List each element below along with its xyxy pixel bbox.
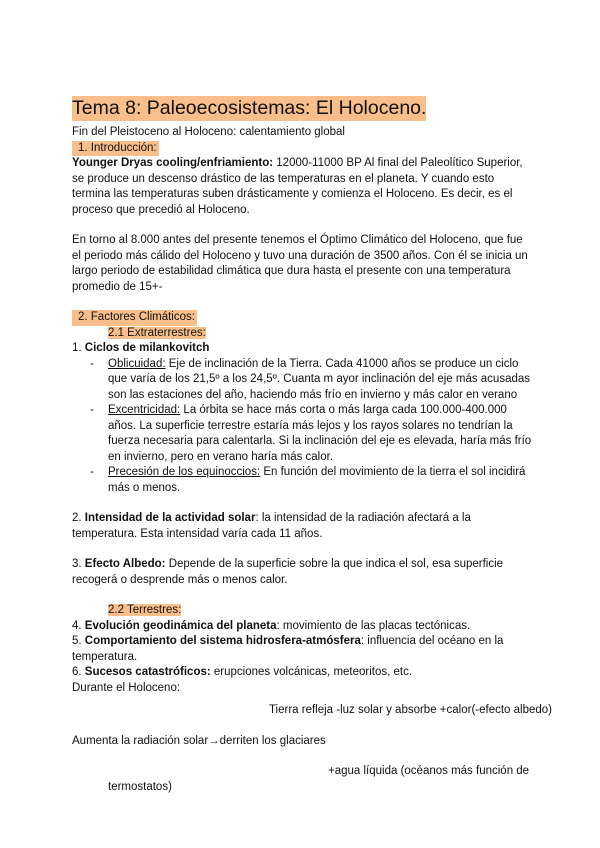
list-item-text: Eje de inclinación de la Tierra. Cada 41000 años se produce un ciclo que varía de los 21,5º a los 24,5º. Cuanta m ayor inclinación del eje más acusadas son las estaciones del año, haciendo más frío en invierno y más calor en verano bbox=[108, 357, 531, 401]
paragraph-younger-dryas bbox=[72, 156, 532, 218]
item-title: Sucesos catastróficos: bbox=[84, 666, 211, 678]
item-title: Evolución geodinámica del planeta bbox=[84, 619, 277, 632]
item-text: erupciones volcánicas, meteoritos, etc. bbox=[210, 666, 413, 678]
note-agua-liquida: +agua líquida (océanos más función de bbox=[328, 765, 530, 777]
document-page bbox=[72, 96, 552, 795]
list-item bbox=[108, 403, 532, 465]
item-actividad-solar bbox=[72, 511, 532, 542]
item-text: : influencia del océano en la temperatura. bbox=[72, 635, 504, 663]
term-precesion: Precesión de los equinoccios: bbox=[108, 466, 261, 478]
milankovitch-list bbox=[72, 357, 532, 497]
section-heading-introduccion: 1. Introducción: bbox=[72, 141, 159, 157]
page-title: Tema 8: Paleoecosistemas: El Holoceno. bbox=[72, 97, 427, 119]
subsection-extraterrestres: 2.1 Extraterrestres: bbox=[108, 326, 206, 339]
note-albedo: Tierra refleja -luz solar y absorbe +calor(-efecto albedo) bbox=[268, 704, 552, 716]
item-title: Ciclos de milankovitch bbox=[84, 342, 210, 354]
item-geodinamica bbox=[72, 619, 532, 635]
item-milankovitch bbox=[72, 341, 532, 357]
item-number: 2. bbox=[72, 512, 85, 524]
list-item-text: La órbita se hace más corta o más larga cada 100.000-400.000 años. La superficie terrestre estaría más lejos y los rayos solares no tendrían la fuerza necesaria para calentarla. Si la inclinación del eje es elevada, haría más frío en invierno, pero en verano haría más calor. bbox=[108, 404, 532, 463]
note-radiacion: Aumenta la radiación solar→derriten los glaciares bbox=[72, 734, 326, 747]
item-number: 6. bbox=[72, 666, 85, 678]
item-text: : movimiento de las placas tectónicas. bbox=[276, 619, 471, 632]
list-item bbox=[108, 357, 532, 404]
term-excentricidad: Excentricidad: bbox=[108, 404, 181, 416]
list-item-text: En función del movimiento de la tierra el sol incidirá más o menos. bbox=[108, 466, 526, 494]
item-number: 4. bbox=[72, 619, 85, 632]
term-younger-dryas: Younger Dryas cooling/enfriamiento: bbox=[72, 157, 274, 169]
item-number: 3. bbox=[72, 558, 85, 570]
item-number: 1. bbox=[72, 342, 85, 354]
list-item bbox=[108, 465, 532, 496]
item-title: Comportamiento del sistema hidrosfera-atmósfera bbox=[84, 635, 361, 647]
during-holoceno: Durante el Holoceno: bbox=[72, 681, 181, 694]
item-title: Efecto Albedo: bbox=[84, 558, 166, 570]
item-hidrosfera bbox=[72, 634, 532, 665]
item-number: 5. bbox=[72, 635, 85, 647]
note-termostatos: termostatos) bbox=[108, 780, 172, 793]
text-younger-dryas: 12000-11000 BP Al final del Paleolítico Superior, se produce un descenso drástico de las temperaturas en el planeta. Y cuando esto termina las temperaturas suben drásticamente y comienza el Holoceno. Es decir, es el proceso que precedió al Holoceno. bbox=[72, 157, 523, 216]
item-text: Depende de la superficie sobre la que indica el sol, esa superficie recogerá o desprende más o menos calor. bbox=[72, 558, 504, 586]
paragraph-optimo-climatico: En torno al 8.000 antes del presente tenemos el Óptimo Climático del Holoceno, que fue el periodo más cálido del Holoceno y tuvo una duración de 3500 años. Con él se inicia un largo periodo de estabilidad climática que dura hasta el presente con una temperatura promedio de 15+- bbox=[72, 234, 528, 293]
item-title: Intensidad de la actividad solar bbox=[84, 512, 256, 524]
subsection-terrestres: 2.2 Terrestres: bbox=[108, 604, 182, 616]
item-catastroficos bbox=[72, 665, 532, 681]
subtitle: Fin del Pleistoceno al Holoceno: calentamiento global bbox=[72, 126, 345, 138]
section-heading-factores: 2. Factores Climáticos: bbox=[72, 310, 197, 326]
item-text: : la intensidad de la radiación afectará a la temperatura. Esta intensidad varía cada 11 años. bbox=[72, 512, 471, 540]
item-efecto-albedo bbox=[72, 557, 532, 588]
term-oblicuidad: Oblicuidad: bbox=[108, 357, 166, 370]
